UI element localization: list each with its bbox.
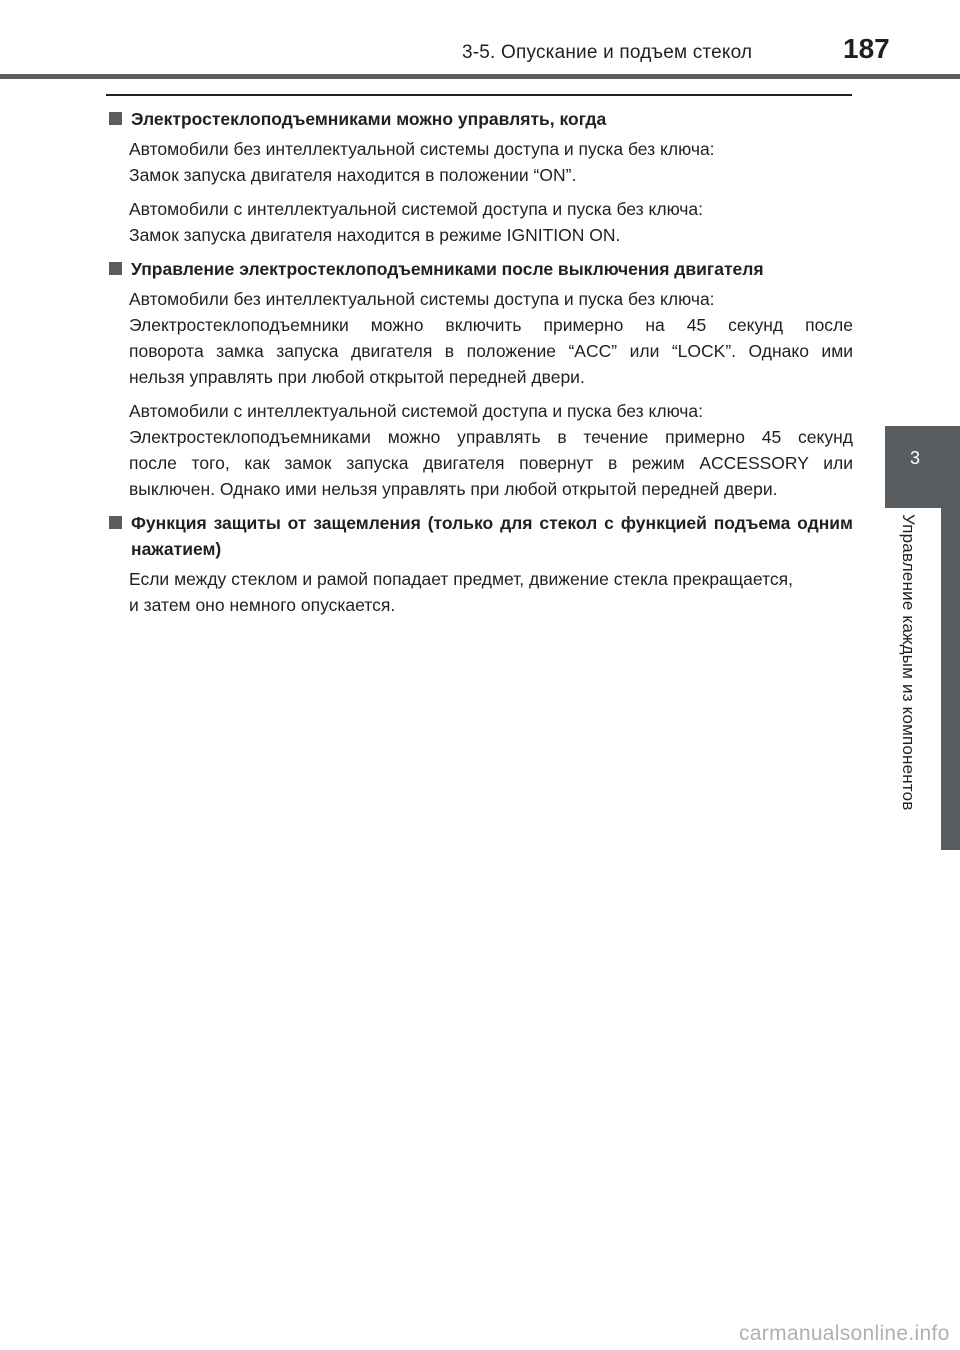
square-bullet-icon: [109, 262, 122, 275]
paragraph-line: Электростеклоподъемниками можно управлять в течение примерно 45 секунд: [129, 427, 853, 447]
content-divider: [106, 94, 852, 96]
section-heading: [108, 256, 853, 282]
paragraph-line: после того, как замок запуска двигателя повернут в режим ACCESSORY или: [129, 453, 853, 473]
paragraph: [129, 398, 853, 502]
section-anti-pinch: [108, 510, 853, 618]
square-bullet-icon: [109, 516, 122, 529]
chapter-title: Управление каждым из компонентов: [899, 514, 918, 811]
section-heading-text: Электростеклоподъемниками можно управлять, когда: [131, 109, 607, 129]
page-header: [0, 0, 960, 80]
section-heading-text: Функция защиты от защемления (только для стекол с функцией подъема одним нажатием): [131, 513, 853, 559]
paragraph-line: выключен. Однако ими нельзя управлять при любой открытой передней двери.: [129, 479, 778, 499]
section-heading: [108, 510, 853, 562]
paragraph: [129, 196, 853, 248]
page-number: 187: [843, 33, 890, 64]
section-title: 3-5. Опускание и подъем стекол: [462, 42, 753, 63]
section-heading-text: Управление электростеклоподъемниками после выключения двигателя: [131, 259, 764, 279]
section-after-engine-off: [108, 256, 853, 502]
chapter-title-wrap: [898, 514, 928, 844]
paragraph: [129, 566, 853, 618]
paragraph-line: и затем оно немного опускается.: [129, 595, 396, 615]
paragraph-line: поворота замка запуска двигателя в положение “ACC” или “LOCK”. Однако ими: [129, 341, 853, 361]
paragraph-line: Автомобили с интеллектуальной системой доступа и пуска без ключа:: [129, 401, 704, 421]
paragraph-line: Автомобили с интеллектуальной системой доступа и пуска без ключа:: [129, 199, 704, 219]
section-window-operation-conditions: [108, 106, 853, 248]
paragraph-line: Электростеклоподъемники можно включить примерно на 45 секунд после: [129, 315, 853, 335]
paragraph-line: нельзя управлять при любой открытой передней двери.: [129, 367, 585, 387]
main-content: [108, 106, 853, 626]
header-rule: [0, 74, 960, 79]
chapter-side-bar: [941, 508, 960, 850]
paragraph-line: Если между стеклом и рамой попадает предмет, движение стекла прекращается,: [129, 569, 793, 589]
watermark: carmanualsonline.info: [739, 1322, 950, 1345]
paragraph-line: Замок запуска двигателя находится в режиме IGNITION ON.: [129, 225, 621, 245]
paragraph: [129, 136, 853, 188]
chapter-tab[interactable]: [885, 426, 960, 508]
section-heading: [108, 106, 853, 132]
paragraph: [129, 286, 853, 390]
paragraph-line: Автомобили без интеллектуальной системы доступа и пуска без ключа:: [129, 289, 715, 309]
paragraph-line: Замок запуска двигателя находится в положении “ON”.: [129, 165, 577, 185]
paragraph-line: Автомобили без интеллектуальной системы доступа и пуска без ключа:: [129, 139, 715, 159]
square-bullet-icon: [109, 112, 122, 125]
chapter-number: 3: [909, 448, 920, 468]
